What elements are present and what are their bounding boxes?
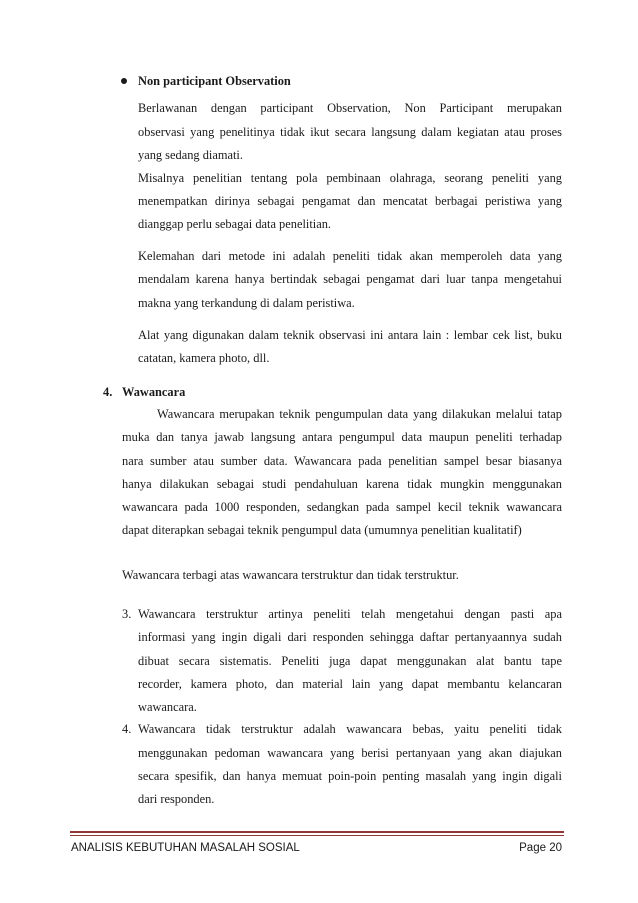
paragraph-line: wawancara pada 1000 responden, sedangkan pada sampel kecil teknik wawancara [122,500,562,514]
paragraph-line: dapat diterapkan sebagai teknik pengumpul data (umumnya penelitian kualitatif) [122,523,522,537]
paragraph-line: yang sedang diamati. [138,148,243,162]
page-number: Page 20 [519,842,562,854]
paragraph-line: Alat yang digunakan dalam teknik observasi ini antara lain : lembar cek list, buku [138,328,562,342]
paragraph-line: muka dan tanya jawab langsung antara pengumpul data maupun peneliti terhadap [122,430,562,444]
paragraph-line: nara sumber atau sumber data. Wawancara pada penelitian sampel besar biasanya [122,454,562,468]
footer-rule [70,831,564,833]
paragraph-line: dianggap perlu sebagai data penelitian. [138,217,332,231]
list-item-line: secara spesifik, dan hanya memuat poin-poin penting masalah yang ingin digali [138,769,562,783]
paragraph-line: Misalnya penelitian tentang pola pembinaan olahraga, seorang peneliti yang [138,171,562,185]
paragraph-line: makna yang terkandung di dalam peristiwa. [138,296,355,310]
list-item-line: menggunakan pedoman wawancara yang berisi pertanyaan yang akan diajukan [138,746,562,760]
list-item-line: wawancara. [138,700,197,714]
paragraph-line: menempatkan dirinya sebagai pengamat dan mencatat berbagai peristiwa yang [138,194,562,208]
list-item-line: Wawancara terstruktur artinya peneliti telah mengetahui dengan pasti apa [138,607,562,621]
list-item-line: Wawancara tidak terstruktur adalah wawancara bebas, yaitu peneliti tidak [138,722,562,736]
list-item-line: recorder, kamera photo, dan material lain yang dapat membantu kelancaran [138,677,562,691]
list-item-line: dari responden. [138,792,215,806]
list-item-line: dibuat secara sistematis. Peneliti juga dapat menggunakan alat bantu tape [138,654,562,668]
subsection-heading: Non participant Observation [138,74,291,88]
paragraph-line: Berlawanan dengan participant Observation, Non Participant merupakan [138,101,562,115]
paragraph-line: catatan, kamera photo, dll. [138,351,270,365]
section-number: 4. [103,385,113,399]
list-item-number: 3. [122,607,132,621]
list-item-number: 4. [122,722,132,736]
paragraph-line: Kelemahan dari metode ini adalah peneliti tidak akan memperoleh data yang [138,249,562,263]
paragraph-line: mendalam karena hanya bertindak sebagai pengamat dari luar tanpa mengetahui [138,272,562,286]
paragraph-line: observasi yang penelitinya tidak ikut secara langsung dalam kegiatan atau proses [138,125,562,139]
section-heading: Wawancara [122,385,186,399]
list-item-line: informasi yang ingin digali dari responden sehingga daftar pertanyaannya sudah [138,630,562,644]
footer-title: ANALISIS KEBUTUHAN MASALAH SOSIAL [71,842,300,854]
footer-rule-thin [70,835,564,836]
paragraph-line: hanya dilakukan sebagai studi pendahuluan karena tidak mungkin menggunakan [122,477,562,491]
bullet-icon [121,78,127,84]
paragraph-line: Wawancara merupakan teknik pengumpulan data yang dilakukan melalui tatap [157,407,562,421]
paragraph-line: Wawancara terbagi atas wawancara terstruktur dan tidak terstruktur. [122,568,459,582]
